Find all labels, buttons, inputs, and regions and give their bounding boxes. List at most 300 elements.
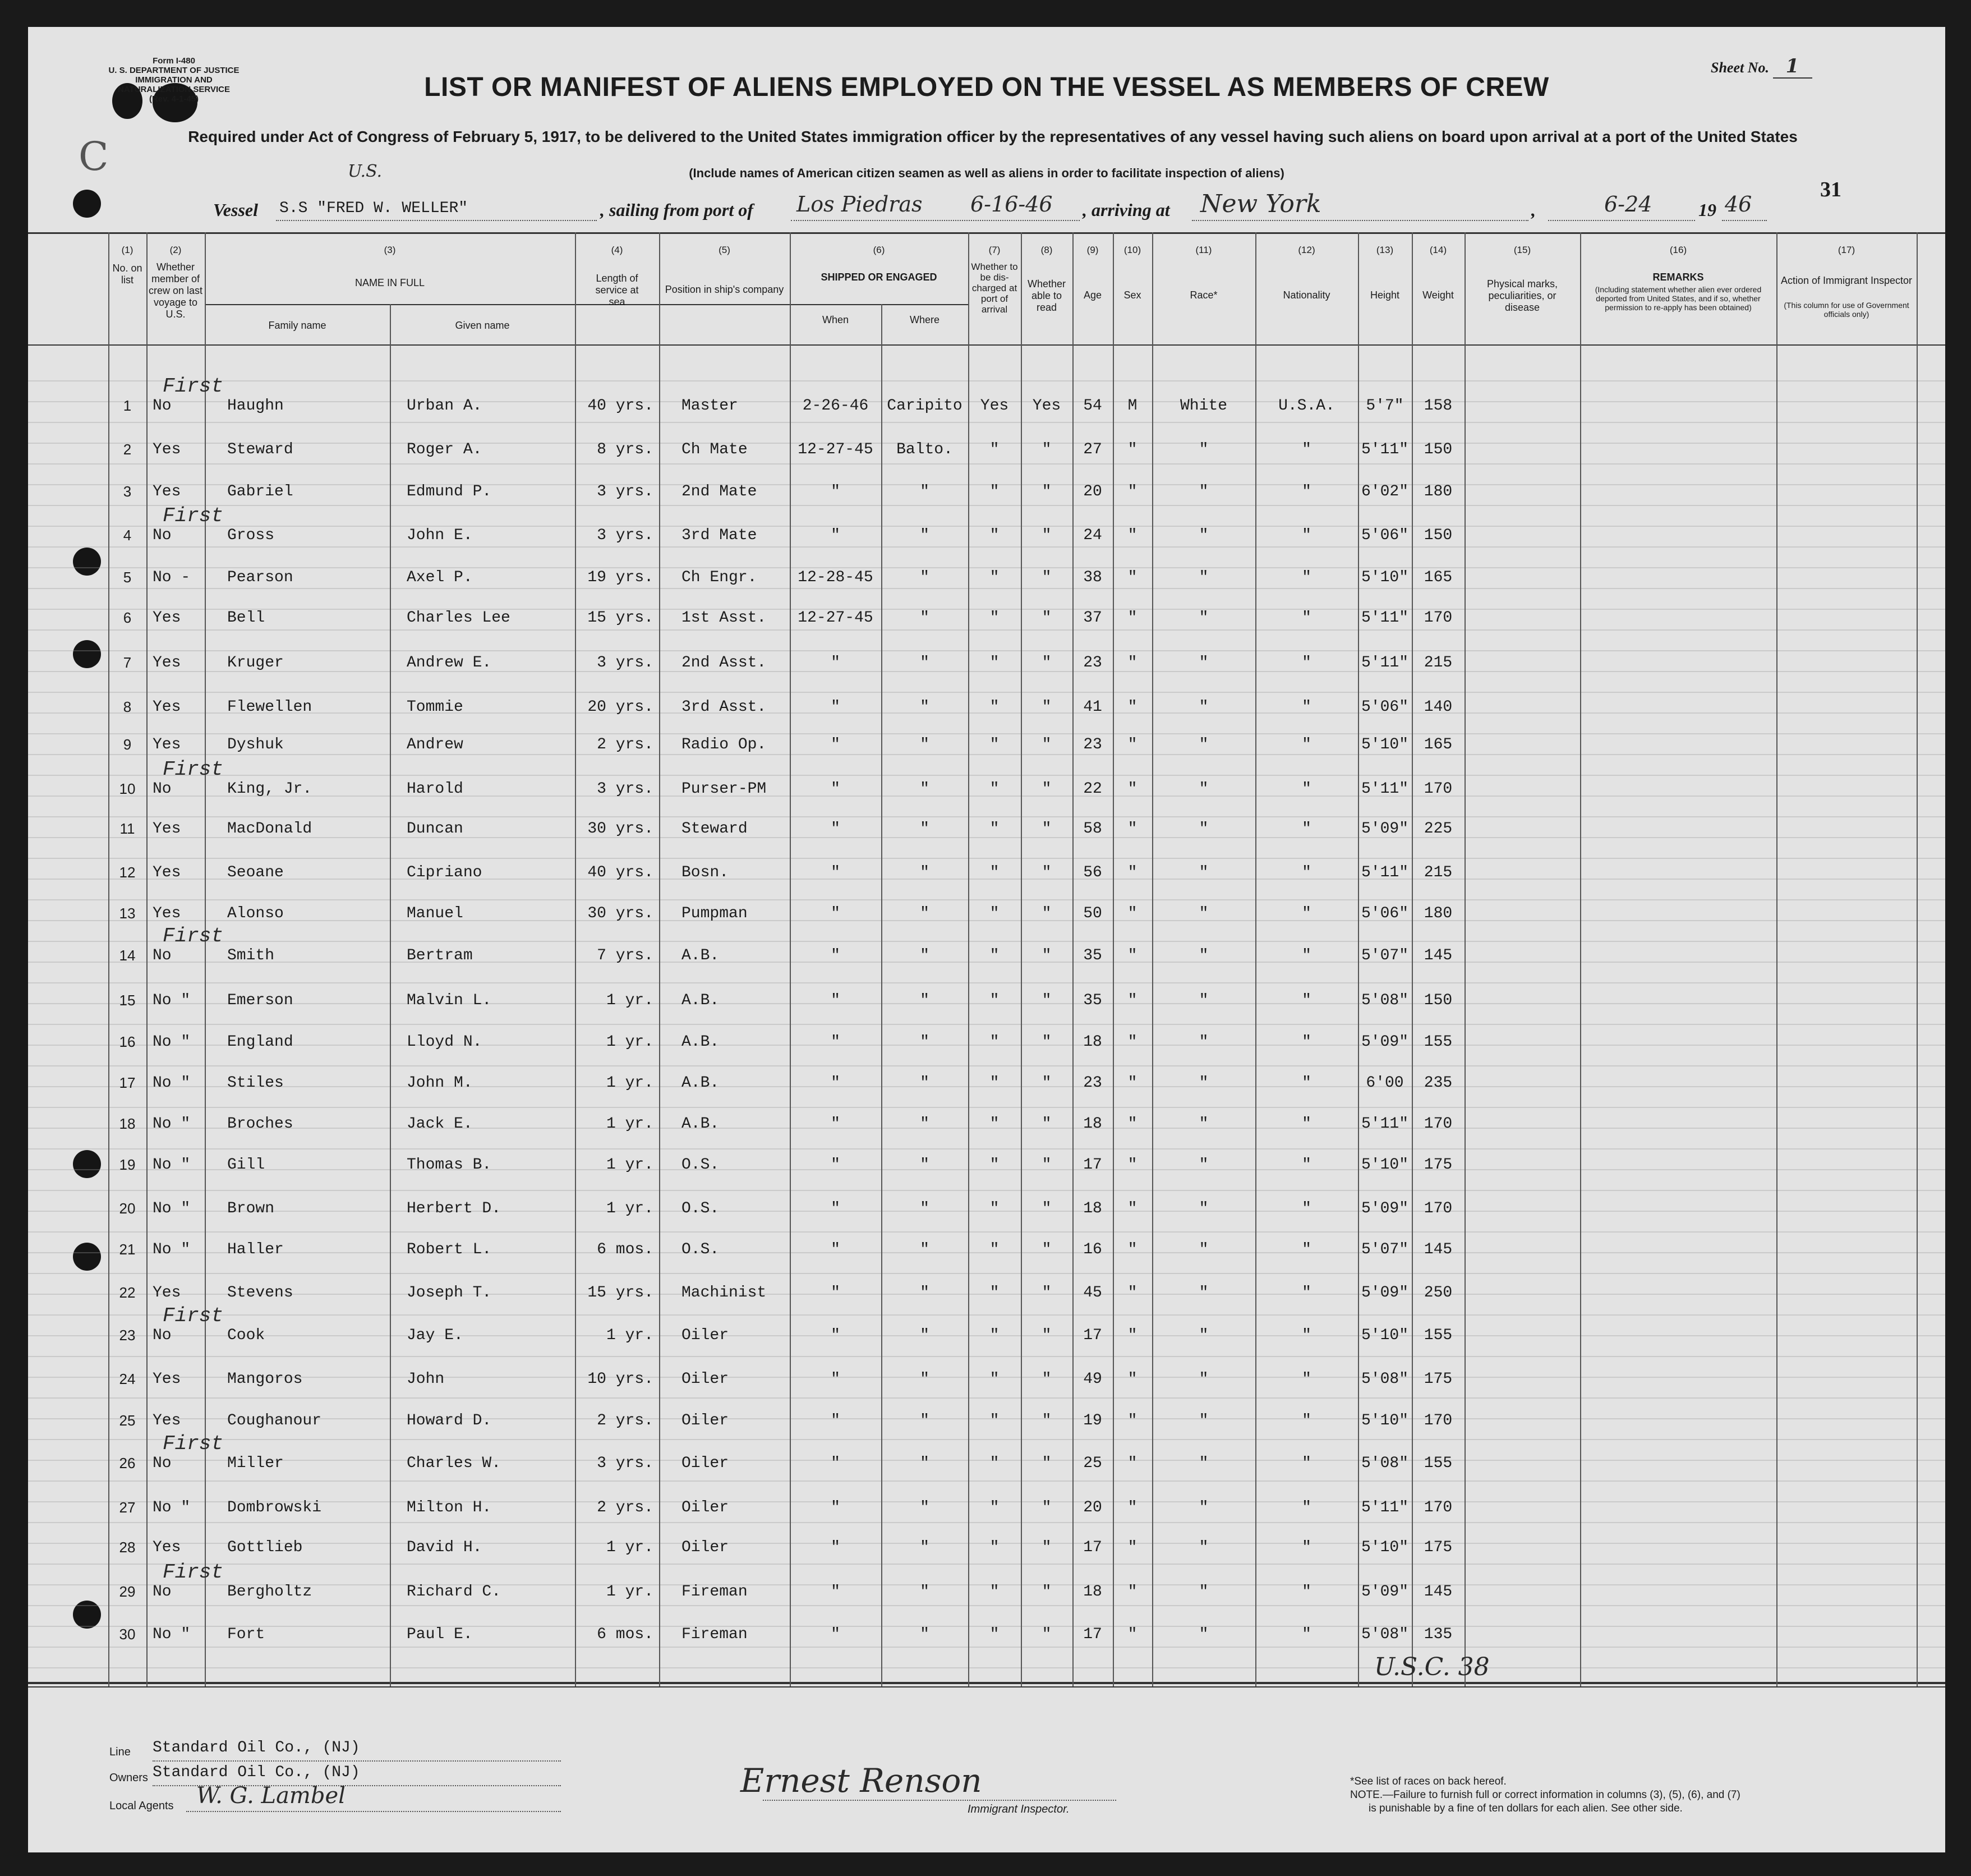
ruled-line <box>28 1564 1945 1565</box>
crew-sex: " <box>1127 1115 1138 1133</box>
crew-position: A.B. <box>681 1115 720 1133</box>
crew-note: First <box>163 925 224 948</box>
crew-prev: No <box>153 397 172 415</box>
arriving-label: , arriving at <box>1083 200 1170 220</box>
crew-when: " <box>831 527 840 544</box>
crew-family: Alonso <box>227 905 284 922</box>
crew-race: " <box>1199 1412 1209 1429</box>
crew-height: 6'02" <box>1361 483 1408 500</box>
crew-position: A.B. <box>681 1074 720 1092</box>
col-8-label: Whether able to read <box>1027 278 1066 313</box>
crew-read: " <box>1042 947 1052 964</box>
crew-no: 28 <box>119 1539 136 1556</box>
crew-prev: Yes <box>153 441 181 458</box>
crew-position: A.B. <box>681 947 720 964</box>
crew-sex: " <box>1127 1074 1138 1092</box>
crew-position: Ch Mate <box>681 441 748 458</box>
crew-when: 12-28-45 <box>798 569 873 586</box>
races-note: *See list of races on back hereof. <box>1350 1776 1507 1787</box>
crew-disch: " <box>989 947 1000 964</box>
crew-no: 26 <box>119 1455 136 1472</box>
crew-no: 13 <box>119 905 136 922</box>
ruled-line <box>28 1273 1945 1274</box>
column-rule <box>1580 232 1581 1686</box>
crew-where: " <box>920 864 929 881</box>
crew-service: 3 yrs. <box>597 1455 653 1472</box>
crew-age: 37 <box>1083 609 1102 627</box>
crew-height: 5'09" <box>1361 1583 1408 1601</box>
col-15-number: (15) <box>1513 245 1531 255</box>
crew-read: " <box>1042 1284 1052 1302</box>
crew-no: 5 <box>123 569 132 586</box>
crew-position: A.B. <box>681 1033 720 1051</box>
col-16-note: (Including statement whether alien ever ordered deported from United States, and if so, whether permission to re-apply has been obtained) <box>1595 285 1762 312</box>
ruled-line <box>28 1190 1945 1191</box>
col-1-label: No. on list <box>112 263 142 286</box>
crew-where: " <box>920 1074 929 1092</box>
crew-nat: " <box>1302 1115 1311 1133</box>
vessel-line: Vessel S.S "FRED W. WELLER" , sailing from port of Los Piedras 6-16-46 , arriving at New York , 6-24 19 46 <box>213 195 1784 223</box>
crew-family: Brown <box>227 1200 275 1217</box>
crew-sex: " <box>1127 654 1138 672</box>
crew-read: Yes <box>1032 397 1061 415</box>
crew-age: 18 <box>1083 1033 1102 1051</box>
crew-read: " <box>1042 864 1052 881</box>
crew-note: First <box>163 1304 224 1327</box>
col-7-label: Whether to be dis-charged at port of arrival <box>971 261 1018 315</box>
crew-weight: 180 <box>1424 905 1453 922</box>
col-14-number: (14) <box>1429 245 1447 255</box>
crew-when: " <box>831 483 840 500</box>
crew-prev: No " <box>153 1241 191 1258</box>
crew-race: " <box>1199 654 1209 672</box>
crew-family: Gottlieb <box>227 1539 303 1556</box>
crew-where: " <box>920 1200 929 1217</box>
page-subtitle: Required under Act of Congress of February 5, 1917, to be delivered to the United States immigration officer by the representatives of any vessel having such aliens on board upon arrival at a port of the United States <box>188 128 1798 145</box>
crew-where: " <box>920 698 929 716</box>
crew-disch: " <box>989 1412 1000 1429</box>
column-rule <box>146 232 148 1686</box>
crew-read: " <box>1042 992 1052 1009</box>
crew-read: " <box>1042 441 1052 458</box>
crew-where: " <box>920 1412 929 1429</box>
crew-no: 15 <box>119 992 136 1009</box>
crew-family: Miller <box>227 1455 284 1472</box>
crew-prev: Yes <box>153 1539 181 1556</box>
crew-disch: " <box>989 1074 1000 1092</box>
crew-no: 14 <box>119 947 136 964</box>
col-5-label: Position in ship's company <box>665 284 784 295</box>
crew-note: First <box>163 1432 224 1455</box>
ruled-line <box>28 1065 1945 1066</box>
crew-service: 1 yr. <box>606 1539 653 1556</box>
crew-weight: 158 <box>1424 397 1453 415</box>
col-11-number: (11) <box>1195 245 1212 255</box>
crew-weight: 145 <box>1424 1241 1453 1258</box>
crew-service: 1 yr. <box>606 1115 653 1133</box>
col-9-label: Age <box>1083 289 1102 301</box>
crew-disch: " <box>989 1626 1000 1643</box>
crew-race: " <box>1199 569 1209 586</box>
crew-position: Bosn. <box>681 864 729 881</box>
crew-family: Seoane <box>227 864 284 881</box>
crew-service: 3 yrs. <box>597 780 653 798</box>
crew-where: " <box>920 1626 929 1643</box>
crew-position: 2nd Asst. <box>681 654 767 672</box>
crew-no: 25 <box>119 1412 136 1429</box>
crew-nat: " <box>1302 905 1311 922</box>
crew-family: Gill <box>227 1156 265 1174</box>
ruled-line <box>28 546 1945 548</box>
crew-disch: " <box>989 864 1000 881</box>
column-rule <box>390 304 391 1686</box>
crew-position: O.S. <box>681 1156 720 1174</box>
crew-race: " <box>1199 609 1209 627</box>
manifest-sheet <box>28 27 1945 1852</box>
crew-position: 1st Asst. <box>681 609 767 627</box>
crew-where: " <box>920 1284 929 1302</box>
crew-given: Malvin L. <box>407 992 492 1009</box>
crew-family: Broches <box>227 1115 293 1133</box>
crew-nat: " <box>1302 736 1311 753</box>
crew-age: 17 <box>1083 1327 1102 1344</box>
crew-read: " <box>1042 1200 1052 1217</box>
crew-sex: " <box>1127 569 1138 586</box>
col-12-number: (12) <box>1298 245 1315 255</box>
crew-weight: 215 <box>1424 864 1453 881</box>
column-rule <box>1917 232 1918 1686</box>
ruled-line <box>28 982 1945 983</box>
crew-race: " <box>1199 947 1209 964</box>
crew-position: Radio Op. <box>681 736 767 753</box>
crew-race: " <box>1199 736 1209 753</box>
ruled-line <box>28 816 1945 817</box>
crew-nat: " <box>1302 527 1311 544</box>
punch-hole <box>73 548 101 576</box>
crew-read: " <box>1042 780 1052 798</box>
crew-age: 22 <box>1083 780 1102 798</box>
ruled-line <box>28 1647 1945 1648</box>
crew-no: 23 <box>119 1327 136 1344</box>
ruled-line <box>28 692 1945 693</box>
crew-no: 9 <box>123 736 132 753</box>
crew-no: 2 <box>123 441 132 458</box>
crew-given: Lloyd N. <box>407 1033 482 1051</box>
crew-sex: " <box>1127 527 1138 544</box>
crew-service: 1 yr. <box>606 1074 653 1092</box>
crew-race: " <box>1199 1626 1209 1643</box>
crew-no: 17 <box>119 1074 136 1091</box>
crew-height: 5'11" <box>1361 864 1408 881</box>
crew-nat: " <box>1302 864 1311 881</box>
crew-no: 1 <box>123 397 132 414</box>
crew-where: " <box>920 947 929 964</box>
crew-sex: " <box>1127 1539 1138 1556</box>
crew-weight: 170 <box>1424 780 1453 798</box>
penalty-note-2: is punishable by a fine of ten dollars for each alien. See other side. <box>1369 1803 1683 1814</box>
crew-no: 16 <box>119 1033 136 1050</box>
crew-service: 6 mos. <box>597 1241 653 1258</box>
crew-weight: 180 <box>1424 483 1453 500</box>
crew-prev: No " <box>153 1033 191 1051</box>
crew-note: First <box>163 504 224 527</box>
crew-service: 8 yrs. <box>597 441 653 458</box>
crew-disch: " <box>989 1284 1000 1302</box>
crew-when: " <box>831 654 840 672</box>
crew-when: " <box>831 905 840 922</box>
crew-where: " <box>920 736 929 753</box>
col-1-number: (1) <box>121 245 133 255</box>
crew-position: Oiler <box>681 1327 729 1344</box>
crew-height: 5'06" <box>1361 905 1408 922</box>
col-6-label: SHIPPED OR ENGAGED <box>821 272 937 283</box>
crew-family: Dyshuk <box>227 736 284 753</box>
col-17-number: (17) <box>1838 245 1855 255</box>
crew-when: " <box>831 1115 840 1133</box>
crew-prev: Yes <box>153 820 181 838</box>
crew-where: " <box>920 1156 929 1174</box>
col-9-number: (9) <box>1086 245 1099 255</box>
crew-where: " <box>920 1455 929 1472</box>
crew-no: 11 <box>119 820 135 837</box>
crew-height: 5'06" <box>1361 698 1408 716</box>
crew-sex: " <box>1127 1241 1138 1258</box>
crew-nat: " <box>1302 1455 1311 1472</box>
crew-nat: " <box>1302 441 1311 458</box>
crew-given: Charles W. <box>407 1455 501 1472</box>
crew-height: 5'06" <box>1361 527 1408 544</box>
crew-race: White <box>1180 397 1227 415</box>
crew-disch: " <box>989 1371 1000 1388</box>
us-annotation: U.S. <box>348 162 383 181</box>
crew-position: Oiler <box>681 1412 729 1429</box>
crew-age: 18 <box>1083 1200 1102 1217</box>
crew-service: 7 yrs. <box>597 947 653 964</box>
crew-service: 1 yr. <box>606 1200 653 1217</box>
crew-prev: No " <box>153 992 191 1009</box>
crew-disch: " <box>989 1033 1000 1051</box>
crew-race: " <box>1199 1241 1209 1258</box>
crew-no: 30 <box>119 1626 136 1643</box>
crew-given: Andrew E. <box>407 654 492 672</box>
ruled-line <box>28 1480 1945 1482</box>
crew-given: Charles Lee <box>407 609 510 627</box>
crew-read: " <box>1042 527 1052 544</box>
year-prefix: 19 <box>1698 200 1716 220</box>
year-suffix: 46 <box>1725 192 1752 217</box>
crew-position: Fireman <box>681 1626 748 1643</box>
col-3-number: (3) <box>384 245 396 255</box>
crew-age: 45 <box>1083 1284 1102 1302</box>
crew-race: " <box>1199 1156 1209 1174</box>
crew-sex: " <box>1127 609 1138 627</box>
col-16-number: (16) <box>1669 245 1687 255</box>
crew-height: 5'10" <box>1361 569 1408 586</box>
crew-prev: No " <box>153 1115 191 1133</box>
crew-family: Emerson <box>227 992 293 1009</box>
crew-nat: " <box>1302 1284 1311 1302</box>
vessel-label: Vessel <box>213 200 258 220</box>
ruled-line <box>28 629 1945 631</box>
sailing-label: , sailing from port of <box>600 200 753 220</box>
crew-nat: " <box>1302 1074 1311 1092</box>
crew-where: " <box>920 1033 929 1051</box>
crew-no: 20 <box>119 1200 136 1217</box>
ruled-line <box>28 1605 1945 1606</box>
crew-age: 50 <box>1083 905 1102 922</box>
crew-sex: " <box>1127 1156 1138 1174</box>
crew-given: Thomas B. <box>407 1156 492 1174</box>
crew-read: " <box>1042 569 1052 586</box>
crew-height: 5'08" <box>1361 1455 1408 1472</box>
crew-sex: " <box>1127 1033 1138 1051</box>
punch-hole <box>73 640 101 668</box>
crew-read: " <box>1042 1327 1052 1344</box>
crew-position: Oiler <box>681 1539 729 1556</box>
crew-age: 20 <box>1083 483 1102 500</box>
crew-where: " <box>920 527 929 544</box>
crew-sex: " <box>1127 441 1138 458</box>
crew-service: 30 yrs. <box>587 905 653 922</box>
crew-no: 3 <box>123 483 132 500</box>
crew-family: Dombrowski <box>227 1499 322 1516</box>
crew-nat: " <box>1302 1156 1311 1174</box>
crew-position: Fireman <box>681 1583 748 1601</box>
crew-height: 5'10" <box>1361 1327 1408 1344</box>
crew-weight: 155 <box>1424 1033 1453 1051</box>
crew-weight: 170 <box>1424 1115 1453 1133</box>
ruled-line <box>28 650 1945 651</box>
crew-race: " <box>1199 1074 1209 1092</box>
crew-family: Fort <box>227 1626 265 1643</box>
crew-sex: " <box>1127 905 1138 922</box>
crew-service: 40 yrs. <box>587 864 653 881</box>
sheet-label: Sheet No. <box>1711 59 1769 76</box>
col-7-number: (7) <box>988 245 1001 255</box>
crew-nat: " <box>1302 569 1311 586</box>
crew-sex: " <box>1127 780 1138 798</box>
crew-where: " <box>920 1499 929 1516</box>
port-from: Los Piedras <box>796 192 923 217</box>
crew-sex: " <box>1127 1499 1138 1516</box>
crew-when: " <box>831 1371 840 1388</box>
crew-position: 3rd Mate <box>681 527 757 544</box>
owners-value: Standard Oil Co., (NJ) <box>153 1764 360 1781</box>
crew-sex: " <box>1127 1455 1138 1472</box>
crew-no: 4 <box>123 527 132 544</box>
crew-height: 5'10" <box>1361 1156 1408 1174</box>
crew-family: Steward <box>227 441 293 458</box>
crew-given: John <box>407 1371 445 1388</box>
form-revision: (Rev. 4-1-45) <box>149 94 199 104</box>
crew-no: 12 <box>119 864 136 881</box>
crew-given: Axel P. <box>407 569 473 586</box>
crew-sex: " <box>1127 736 1138 753</box>
inspector-signature: Ernest Renson <box>740 1762 982 1800</box>
crew-race: " <box>1199 1539 1209 1556</box>
crew-service: 1 yr. <box>606 1583 653 1601</box>
crew-prev: Yes <box>153 483 181 500</box>
crew-age: 54 <box>1083 397 1102 415</box>
crew-prev: Yes <box>153 698 181 716</box>
crew-where: Caripito <box>887 397 963 415</box>
crew-family: Haller <box>227 1241 284 1258</box>
crew-prev: No <box>153 1455 172 1472</box>
crew-disch: " <box>989 1115 1000 1133</box>
crew-read: " <box>1042 905 1052 922</box>
col-6-number: (6) <box>873 245 885 255</box>
crew-position: Ch Engr. <box>681 569 757 586</box>
crew-disch: " <box>989 1539 1000 1556</box>
ruled-line <box>28 1667 1945 1668</box>
crew-given: Herbert D. <box>407 1200 501 1217</box>
crew-where: " <box>920 654 929 672</box>
crew-when: 12-27-45 <box>798 609 873 627</box>
ruled-line <box>28 1231 1945 1233</box>
crew-weight: 145 <box>1424 1583 1453 1601</box>
crew-family: Smith <box>227 947 275 964</box>
crew-when: 12-27-45 <box>798 441 873 458</box>
crew-family: Haughn <box>227 397 284 415</box>
crew-prev: No " <box>153 1626 191 1643</box>
crew-race: " <box>1199 441 1209 458</box>
crew-service: 10 yrs. <box>587 1371 653 1388</box>
crew-when: " <box>831 864 840 881</box>
crew-service: 1 yr. <box>606 1033 653 1051</box>
port-to: New York <box>1200 190 1321 218</box>
crew-family: Pearson <box>227 569 293 586</box>
column-rule <box>205 232 206 1686</box>
crew-sex: " <box>1127 1583 1138 1601</box>
crew-height: 5'11" <box>1361 780 1408 798</box>
ruled-line <box>28 1397 1945 1399</box>
agents-value: W. G. Lambel <box>196 1783 346 1809</box>
crew-no: 27 <box>119 1499 136 1516</box>
ruled-line <box>28 505 1945 506</box>
crew-disch: " <box>989 654 1000 672</box>
crew-read: " <box>1042 1539 1052 1556</box>
crew-weight: 175 <box>1424 1371 1453 1388</box>
col-2-label: Whether member of crew on last voyage to U.S. <box>148 261 203 320</box>
crew-height: 5'07" <box>1361 947 1408 964</box>
crew-family: England <box>227 1033 293 1051</box>
crew-family: King, Jr. <box>227 780 312 798</box>
crew-read: " <box>1042 1499 1052 1516</box>
ruled-line <box>28 1148 1945 1149</box>
crew-disch: " <box>989 527 1000 544</box>
crew-race: " <box>1199 864 1209 881</box>
crew-where: " <box>920 609 929 627</box>
crew-when: " <box>831 820 840 838</box>
ruled-line <box>28 775 1945 776</box>
crew-height: 5'7" <box>1366 397 1404 415</box>
crew-sex: " <box>1127 1412 1138 1429</box>
crew-service: 1 yr. <box>606 1156 653 1174</box>
crew-service: 3 yrs. <box>597 483 653 500</box>
crew-where: " <box>920 1115 929 1133</box>
punch-hole <box>73 1243 101 1271</box>
ruled-line <box>28 733 1945 734</box>
crew-height: 5'11" <box>1361 1115 1408 1133</box>
crew-where: " <box>920 1583 929 1601</box>
crew-position: A.B. <box>681 992 720 1009</box>
crew-position: Purser-PM <box>681 780 767 798</box>
crew-height: 5'10" <box>1361 1539 1408 1556</box>
crew-no: 19 <box>119 1156 136 1173</box>
crew-given: Cipriano <box>407 864 482 881</box>
crew-age: 38 <box>1083 569 1102 586</box>
crew-height: 5'11" <box>1361 654 1408 672</box>
